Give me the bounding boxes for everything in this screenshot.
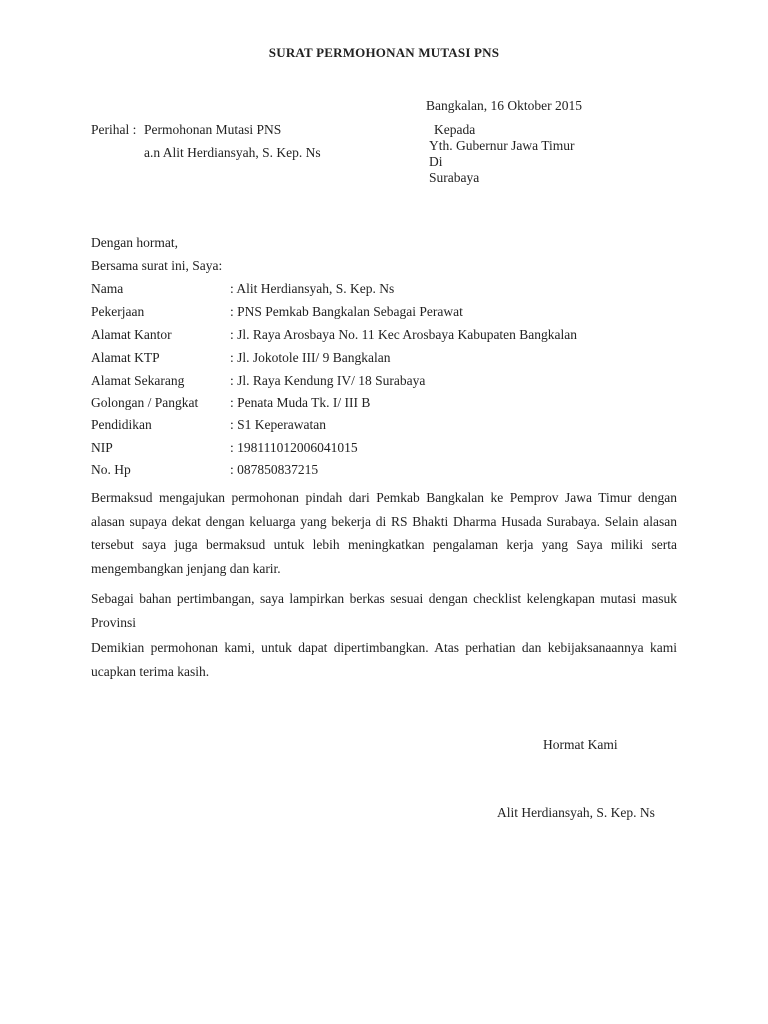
detail-row [91, 395, 691, 415]
detail-label: Alamat Sekarang [91, 373, 185, 388]
detail-row [91, 304, 691, 324]
detail-label: Nama [91, 281, 124, 296]
detail-label: No. Hp [91, 462, 131, 477]
place-date: Bangkalan, 16 Oktober 2015 [426, 98, 582, 113]
recipient-in: Di [429, 154, 443, 169]
recipient-addressee: Yth. Gubernur Jawa Timur [429, 138, 575, 153]
detail-value: : 198111012006041015 [230, 440, 358, 455]
detail-label: Golongan / Pangkat [91, 395, 199, 410]
detail-value: : S1 Keperawatan [230, 417, 326, 432]
paragraph-request: Bermaksud mengajukan permohonan pindah dari Pemkab Bangkalan ke Pemprov Jawa Timur dengan alasan supaya dekat dengan keluarga yang bekerja di RS Bhakti Dharma Husada Surabaya. Selain alasan tersebut saya juga bermaksud untuk lebih meningkatkan pengalaman kerja yang Saya miliki serta mengembangkan jenjang dan karir. [91, 490, 677, 576]
signatory-name: Alit Herdiansyah, S. Kep. Ns [497, 805, 655, 820]
subject-on-behalf: a.n Alit Herdiansyah, S. Kep. Ns [144, 145, 321, 160]
detail-label: NIP [91, 440, 113, 455]
subject-label: Perihal : [91, 122, 137, 137]
detail-row [91, 417, 691, 437]
detail-row [91, 350, 691, 370]
detail-row [91, 440, 691, 460]
detail-label: Alamat KTP [91, 350, 160, 365]
detail-row [91, 462, 691, 482]
detail-row [91, 373, 691, 393]
detail-value: : Jl. Raya Kendung IV/ 18 Surabaya [230, 373, 426, 388]
paragraph-closing: Demikian permohonan kami, untuk dapat dipertimbangkan. Atas perhatian dan kebijaksanaannya kami ucapkan terima kasih. [91, 640, 677, 679]
detail-value: : PNS Pemkab Bangkalan Sebagai Perawat [230, 304, 463, 319]
detail-row [91, 327, 691, 347]
closing-salutation: Hormat Kami [543, 737, 618, 752]
detail-value: : 087850837215 [230, 462, 319, 477]
detail-value: : Jl. Raya Arosbaya No. 11 Kec Arosbaya Kabupaten Bangkalan [230, 327, 578, 342]
greeting: Dengan hormat, [91, 235, 178, 250]
detail-value: : Jl. Jokotole III/ 9 Bangkalan [230, 350, 391, 365]
recipient-city: Surabaya [429, 170, 480, 185]
paragraph-attachment: Sebagai bahan pertimbangan, saya lampirkan berkas sesuai dengan checklist kelengkapan mutasi masuk Provinsi [91, 591, 677, 630]
detail-row [91, 281, 691, 301]
detail-label: Pendidikan [91, 417, 152, 432]
subject-value: Permohonan Mutasi PNS [144, 122, 282, 137]
recipient-to: Kepada [434, 122, 476, 137]
detail-value: : Alit Herdiansyah, S. Kep. Ns [230, 281, 395, 296]
letter-title: SURAT PERMOHONAN MUTASI PNS [268, 45, 500, 60]
detail-label: Alamat Kantor [91, 327, 172, 342]
detail-label: Pekerjaan [91, 304, 145, 319]
detail-value: : Penata Muda Tk. I/ III B [230, 395, 371, 410]
intro: Bersama surat ini, Saya: [91, 258, 223, 273]
